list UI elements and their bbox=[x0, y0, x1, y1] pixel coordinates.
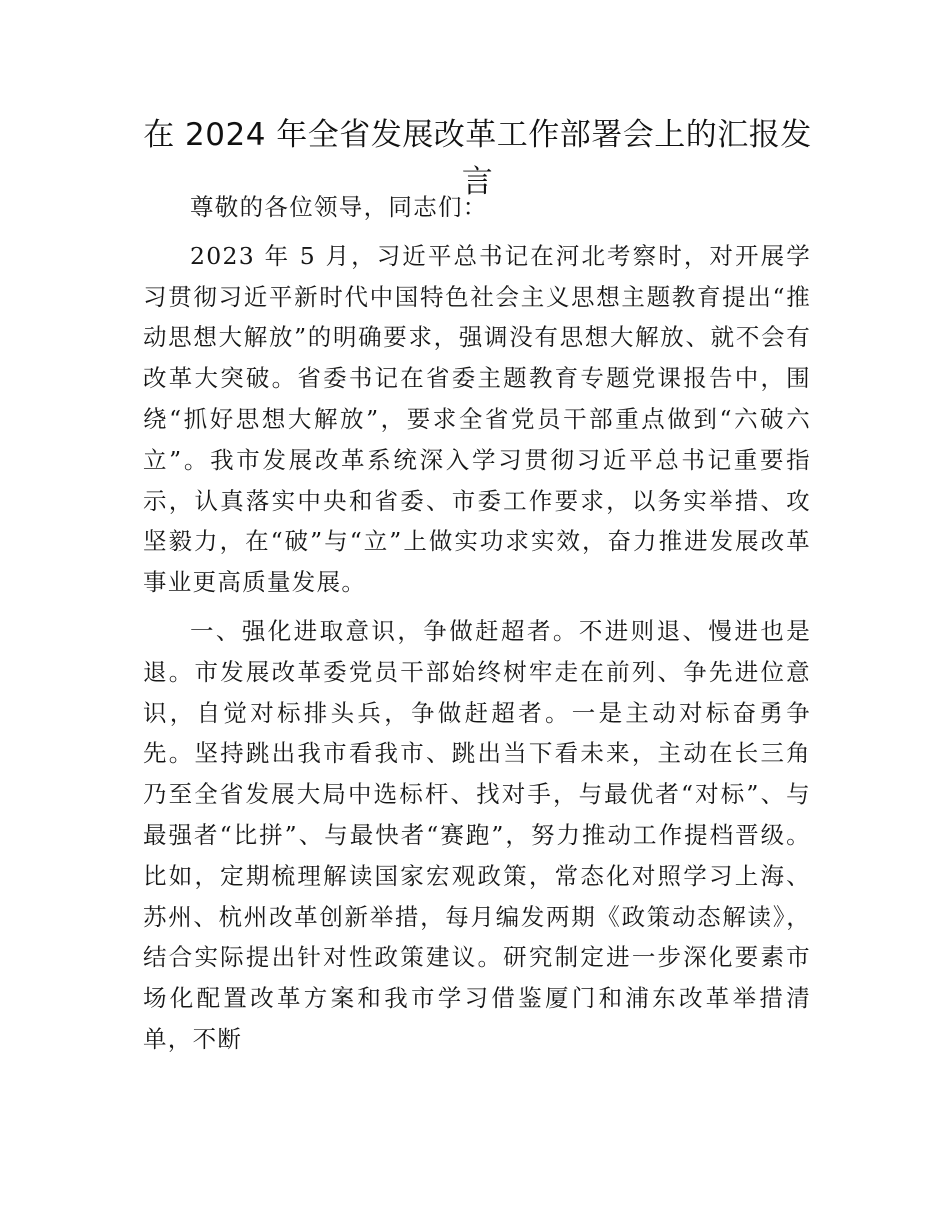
greeting-paragraph: 尊敬的各位领导，同志们： bbox=[190, 193, 488, 221]
document-body bbox=[143, 187, 811, 1060]
body-paragraph: 2023 年 5 月，习近平总书记在河北考察时，对开展学习贯彻习近平新时代中国特色社会主义思想主题教育提出“推动思想大解放”的明确要求，强调没有思想大解放、就不会有改革大突破。省委书记在省委主题教育专题党课报告中，围绕“抓好思想大解放”，要求全省党员干部重点做到“六破六立”。我市发展改革系统深入学习贯彻习近平总书记重要指示，认真落实中央和省委、市委工作要求，以务实举措、攻坚毅力，在“破”与“立”上做实功求实效，奋力推进发展改革事业更高质量发展。 bbox=[143, 241, 812, 597]
body-paragraph: 一、强化进取意识，争做赶超者。不进则退、慢进也是退。市发展改革委党员干部始终树牢走在前列、争先进位意识，自觉对标排头兵，争做赶超者。一是主动对标奋勇争先。坚持跳出我市看我市、跳出当下看未来，主动在长三角乃至全省发展大局中选标杆、找对手，与最优者“对标”、与最强者“比拼”、与最快者“赛跑”，努力推动工作提档晋级。比如，定期梳理解读国家宏观政策，常态化对照学习上海、苏州、杭州改革创新举措，每月编发两期《政策动态解读》，结合实际提出针对性政策建议。研究制定进一步深化要素市场化配置改革方案和我市学习借鉴厦门和浦东改革举措清单，不断 bbox=[143, 616, 811, 1053]
document-title: 在 2024 年全省发展改革工作部署会上的汇报发言 bbox=[143, 117, 812, 200]
